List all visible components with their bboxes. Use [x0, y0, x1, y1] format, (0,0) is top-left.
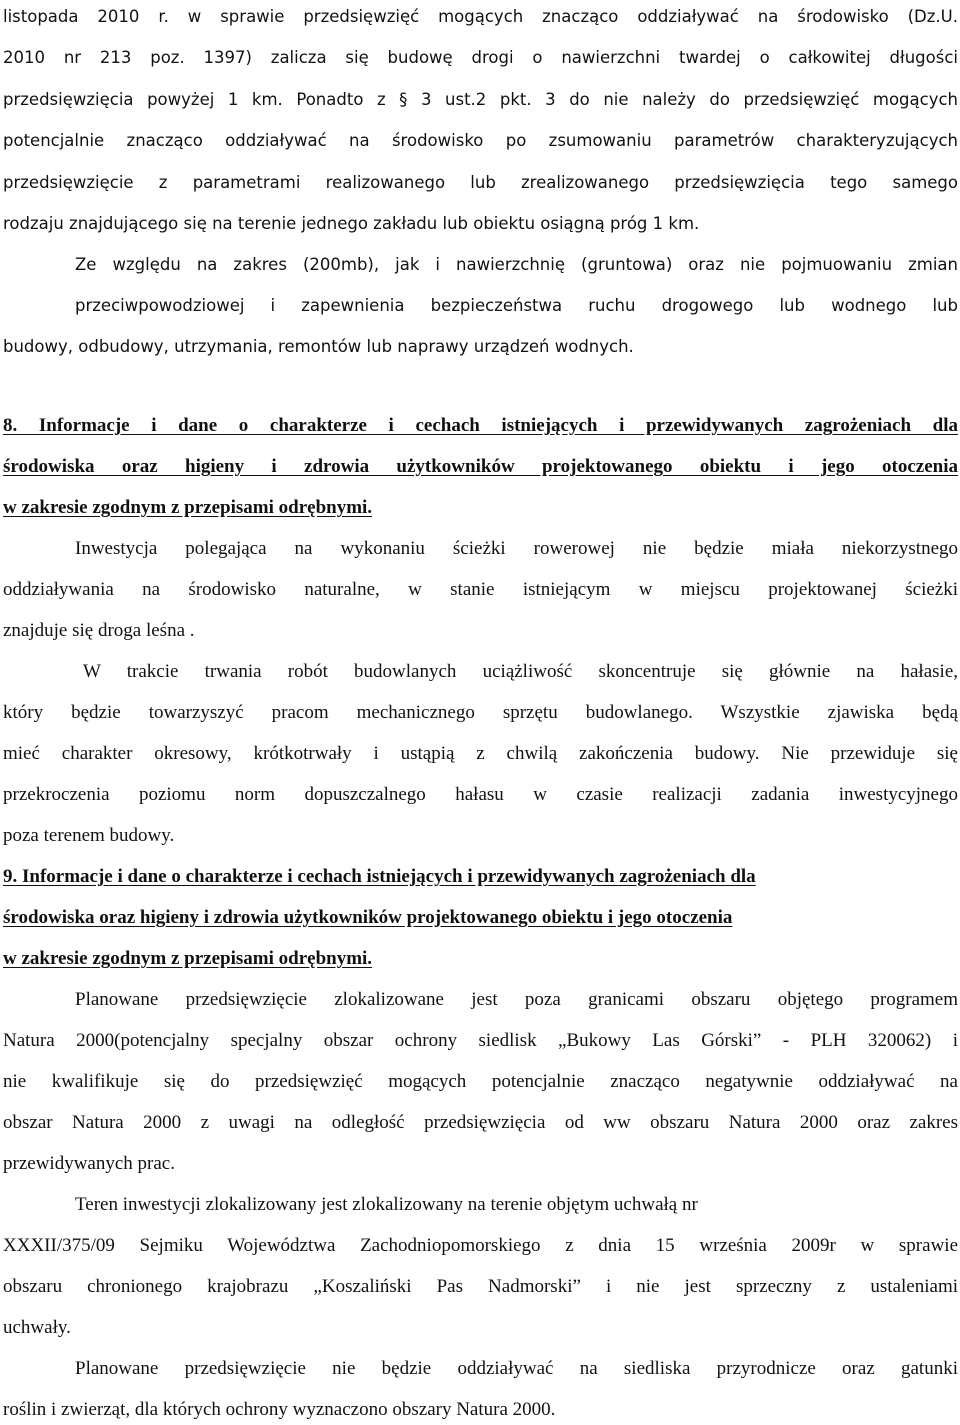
paragraph-line: oddziaływania na środowisko naturalne, w stanie istniejącym w miejscu projektowanej ścieżki: [3, 579, 958, 600]
paragraph-line: Ze względu na zakres (200mb), jak i nawierzchnię (gruntowa) oraz nie pojmuowaniu zmian: [75, 255, 958, 274]
section-heading-line: środowiska oraz higieny i zdrowia użytkowników projektowanego obiektu i jego otoczenia: [3, 907, 733, 928]
paragraph-line: uchwały.: [3, 1317, 71, 1338]
paragraph-line: XXXII/375/09 Sejmiku Województwa Zachodniopomorskiego z dnia 15 września 2009r w sprawie: [3, 1235, 958, 1256]
section-heading-line: środowiska oraz higieny i zdrowia użytkowników projektowanego obiektu i jego otoczenia: [3, 456, 958, 477]
paragraph-line: mieć charakter okresowy, krótkotrwały i ustąpią z chwilą zakończenia budowy. Nie przewiduje się: [3, 743, 958, 764]
paragraph-line: przeciwpowodziowej i zapewnienia bezpieczeństwa ruchu drogowego lub wodnego lub: [75, 296, 958, 315]
paragraph-line: przedsięwzięcie z parametrami realizowanego lub zrealizowanego przedsięwzięcia tego samego: [3, 173, 958, 192]
paragraph-line: Teren inwestycji zlokalizowany jest zlokalizowany na terenie objętym uchwałą nr: [75, 1194, 698, 1215]
paragraph-line: rodzaju znajdującego się na terenie jednego zakładu lub obiektu osiągną próg 1 km.: [3, 214, 700, 233]
paragraph-line: przewidywanych prac.: [3, 1153, 175, 1174]
paragraph-line: roślin i zwierząt, dla których ochrony wyznaczono obszary Natura 2000.: [3, 1399, 556, 1420]
paragraph-line: obszar Natura 2000 z uwagi na odległość przedsięwzięcia od ww obszaru Natura 2000 oraz zakres: [3, 1112, 958, 1133]
paragraph-line: budowy, odbudowy, utrzymania, remontów lub naprawy urządzeń wodnych.: [3, 337, 634, 356]
paragraph-line: Planowane przedsięwzięcie nie będzie oddziaływać na siedliska przyrodnicze oraz gatunki: [75, 1358, 958, 1379]
section-heading-line: w zakresie zgodnym z przepisami odrębnymi.: [3, 497, 373, 518]
paragraph-line: 2010 nr 213 poz. 1397) zalicza się budowę drogi o nawierzchni twardej o całkowitej długości: [3, 48, 958, 67]
paragraph-line: poza terenem budowy.: [3, 825, 175, 846]
paragraph-line: potencjalnie znacząco oddziaływać na środowisko po zsumowaniu parametrów charakteryzujących: [3, 131, 958, 150]
section-heading-line: 9. Informacje i dane o charakterze i cechach istniejących i przewidywanych zagrożeniach dla: [3, 866, 756, 887]
paragraph-line: Inwestycja polegająca na wykonaniu ścieżki rowerowej nie będzie miała niekorzystnego: [75, 538, 958, 559]
paragraph-line: nie kwalifikuje się do przedsięwzięć mogących potencjalnie znacząco negatywnie oddziaływać na: [3, 1071, 958, 1092]
paragraph-line: przekroczenia poziomu norm dopuszczalnego hałasu w czasie realizacji zadania inwestycyjnego: [3, 784, 958, 805]
paragraph-line: W trakcie trwania robót budowlanych uciążliwość skoncentruje się głównie na hałasie,: [83, 661, 958, 682]
paragraph-line: który będzie towarzyszyć pracom mechanicznego sprzętu budowlanego. Wszystkie zjawiska będą: [3, 702, 958, 723]
paragraph-line: Planowane przedsięwzięcie zlokalizowane jest poza granicami obszaru objętego programem: [75, 989, 958, 1010]
paragraph-line: znajduje się droga leśna .: [3, 620, 195, 641]
section-heading-line: 8. Informacje i dane o charakterze i cechach istniejących i przewidywanych zagrożeniach dla: [3, 415, 958, 436]
paragraph-line: przedsięwzięcia powyżej 1 km. Ponadto z § 3 ust.2 pkt. 3 do nie należy do przedsięwzięć mogących: [3, 90, 958, 109]
paragraph-line: Natura 2000(potencjalny specjalny obszar ochrony siedlisk „Bukowy Las Górski” - PLH 320062) i: [3, 1030, 958, 1051]
paragraph-line: listopada 2010 r. w sprawie przedsięwzięć mogących znacząco oddziaływać na środowisko (Dz.U.: [3, 7, 958, 26]
paragraph-line: obszaru chronionego krajobrazu „Koszaliński Pas Nadmorski” i nie jest sprzeczny z ustaleniami: [3, 1276, 958, 1297]
section-heading-line: w zakresie zgodnym z przepisami odrębnymi.: [3, 948, 373, 969]
